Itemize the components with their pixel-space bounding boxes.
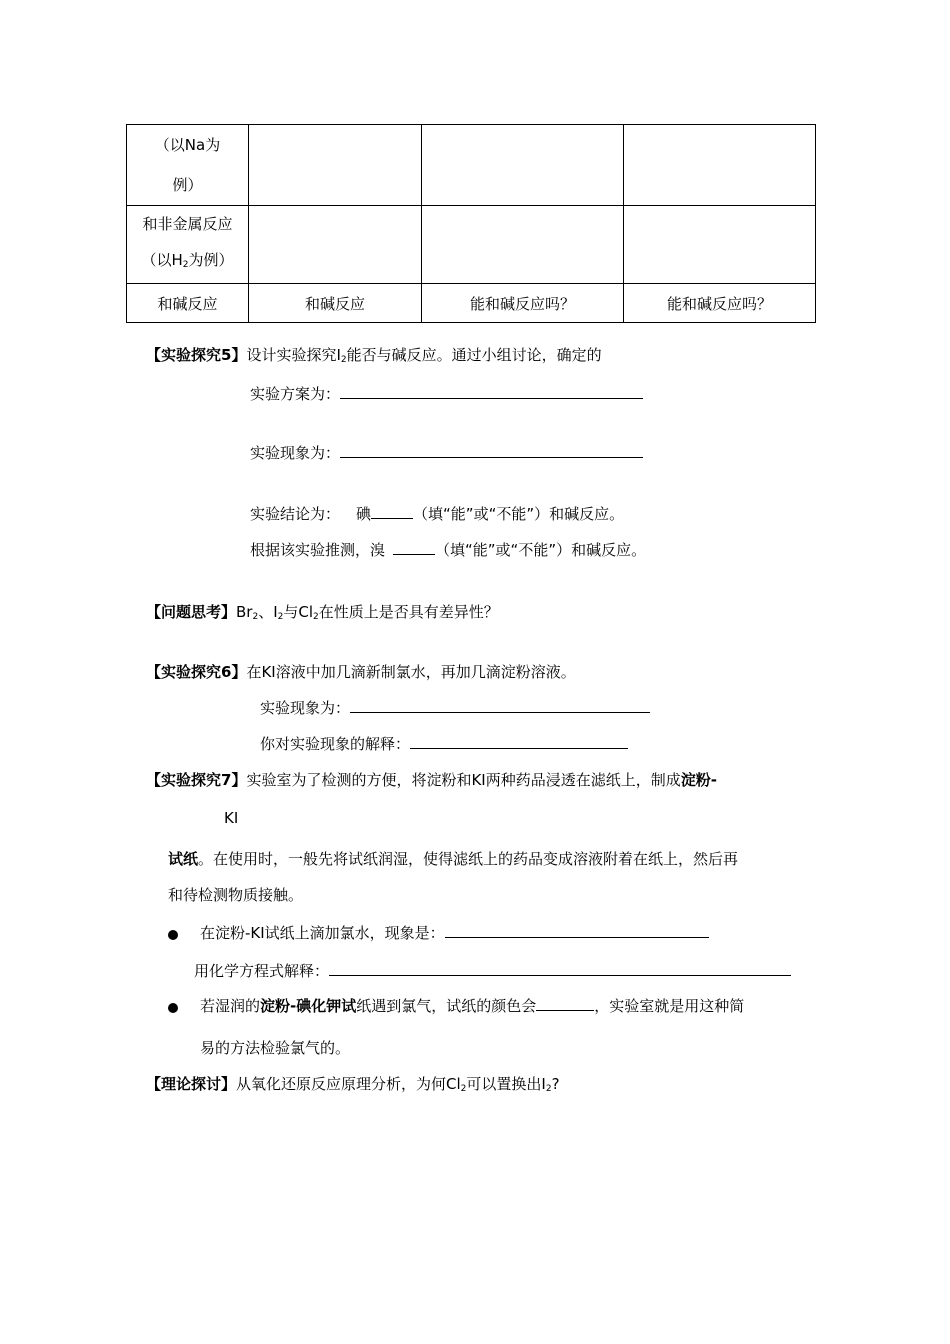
equation-blank[interactable] xyxy=(329,961,791,976)
exp7-line3: 和待检测物质接触。 xyxy=(168,886,304,904)
table-cell xyxy=(624,206,816,284)
phenomenon-blank[interactable] xyxy=(340,443,643,458)
bullet-dot xyxy=(168,926,178,944)
exp5-conclusion: 实验结论为： 碘 （填“能”或“不能”）和碱反应。 xyxy=(250,505,625,523)
bullet1: 在淀粉-KI试纸上滴加氯水，现象是： xyxy=(200,922,709,943)
exp6-phenomenon: 实验现象为： xyxy=(260,697,650,718)
exp7-ki: KI xyxy=(224,809,239,827)
exp5-phenomenon: 实验现象为： xyxy=(250,442,643,463)
equation-line: 用化学方程式解释： xyxy=(194,960,791,981)
table-cell xyxy=(127,125,249,206)
table-row xyxy=(127,284,816,323)
table-cell: 和碱反应 xyxy=(127,284,249,323)
bullet1-blank[interactable] xyxy=(445,923,709,938)
exp5-plan: 实验方案为： xyxy=(250,383,643,404)
exp6-phenomenon-blank[interactable] xyxy=(350,698,650,713)
color-blank[interactable] xyxy=(536,996,594,1011)
table-row xyxy=(127,206,816,284)
cell-line: （以$H_2$为例） xyxy=(141,251,234,270)
bullet2-line2: 易的方法检验氯气的。 xyxy=(200,1039,351,1057)
plan-blank[interactable] xyxy=(340,384,643,399)
theory-heading: 【理论探讨】从氧化还原反应原理分析，为何$Cl_2$可以置换出$I_2$? xyxy=(146,1075,560,1094)
conclusion-blank[interactable] xyxy=(371,504,413,519)
reaction-table xyxy=(126,124,816,323)
table-cell: 能和碱反应吗？ xyxy=(624,284,816,323)
bullet-dot xyxy=(168,999,178,1017)
table-cell xyxy=(422,125,624,206)
table-cell xyxy=(422,206,624,284)
cell-line: 和非金属反应 xyxy=(142,215,233,233)
exp5-heading: 【实验探究5】设计实验探究$I_2$能否与碱反应。通过小组讨论，确定的 xyxy=(146,346,602,365)
exp6-explanation: 你对实验现象的解释： xyxy=(260,733,628,754)
table-cell xyxy=(249,206,422,284)
exp7-line2: 试纸。在使用时，一般先将试纸润湿，使得滤纸上的药品变成溶液附着在纸上，然后再 xyxy=(168,850,739,868)
cell-line: 例） xyxy=(172,176,203,194)
table-cell xyxy=(127,206,249,284)
bullet2: 若湿润的淀粉-碘化钾试纸遇到氯气，试纸的颜色会 ，实验室就是用这种简 xyxy=(200,997,745,1015)
table-cell xyxy=(624,125,816,206)
exp6-heading: 【实验探究6】在KI溶液中加几滴新制氯水，再加几滴淀粉溶液。 xyxy=(146,663,576,681)
inference-blank[interactable] xyxy=(393,540,435,555)
table-row xyxy=(127,125,816,206)
cell-line: （以Na为 xyxy=(154,136,221,154)
table-cell: 能和碱反应吗？ xyxy=(422,284,624,323)
question-heading: 【问题思考】$Br_2$、$I_2$与$Cl_2$在性质上是否具有差异性？ xyxy=(146,603,499,622)
exp7-heading: 【实验探究7】实验室为了检测的方便，将淀粉和KI两种药品浸透在滤纸上，制成淀粉- xyxy=(146,771,717,789)
exp6-explanation-blank[interactable] xyxy=(410,734,628,749)
table-cell: 和碱反应 xyxy=(249,284,422,323)
table-cell xyxy=(249,125,422,206)
exp5-inference: 根据该实验推测，溴 （填“能”或“不能”）和碱反应。 xyxy=(250,541,647,559)
